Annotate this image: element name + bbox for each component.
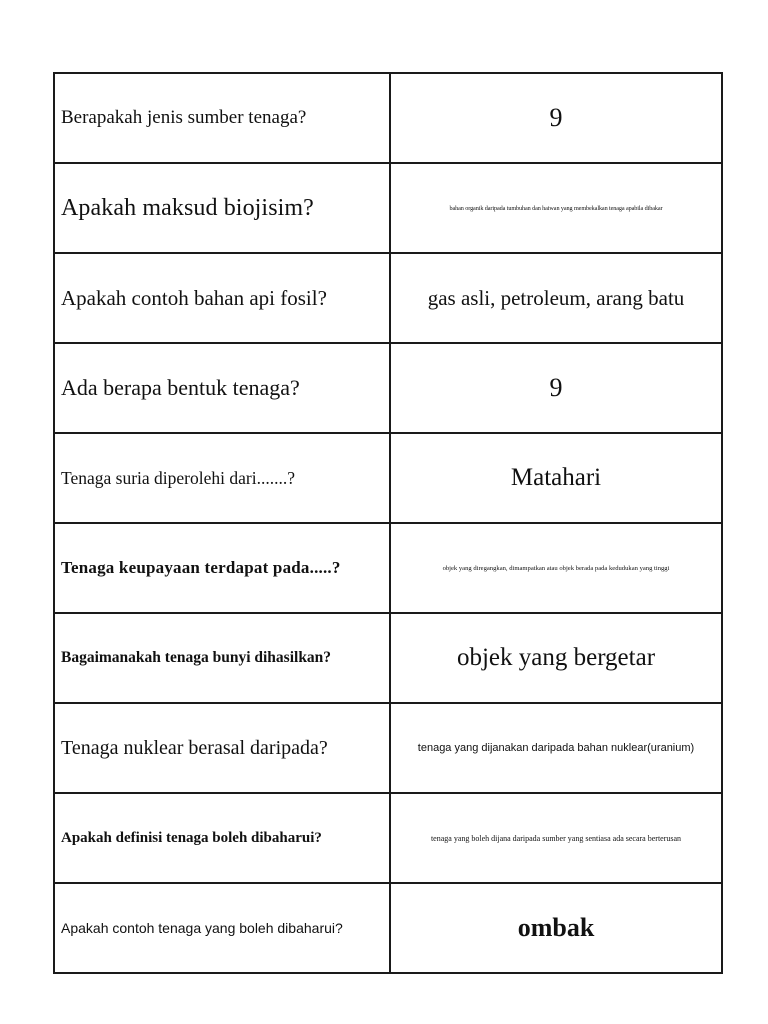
question-cell: Berapakah jenis sumber tenaga? bbox=[54, 73, 390, 163]
table-row bbox=[54, 163, 722, 253]
question-cell: Apakah contoh bahan api fosil? bbox=[54, 253, 390, 343]
answer-cell: gas asli, petroleum, arang batu bbox=[390, 253, 722, 343]
answer-cell: 9 bbox=[390, 73, 722, 163]
answer-cell: objek yang bergetar bbox=[390, 613, 722, 703]
question-cell: Apakah contoh tenaga yang boleh dibaharui? bbox=[54, 883, 390, 973]
table-row bbox=[54, 253, 722, 343]
answer-cell: bahan organik daripada tumbuhan dan haiwan yang membekalkan tenaga apabila dibakar bbox=[390, 163, 722, 253]
question-cell: Tenaga suria diperolehi dari.......? bbox=[54, 433, 390, 523]
question-cell: Apakah definisi tenaga boleh dibaharui? bbox=[54, 793, 390, 883]
question-cell: Ada berapa bentuk tenaga? bbox=[54, 343, 390, 433]
table-row bbox=[54, 433, 722, 523]
answer-cell: tenaga yang dijanakan daripada bahan nuklear(uranium) bbox=[390, 703, 722, 793]
table-row bbox=[54, 703, 722, 793]
table-row bbox=[54, 613, 722, 703]
table-row bbox=[54, 343, 722, 433]
question-answer-table bbox=[53, 72, 723, 974]
question-cell: Tenaga nuklear berasal daripada? bbox=[54, 703, 390, 793]
table-row bbox=[54, 523, 722, 613]
answer-cell: 9 bbox=[390, 343, 722, 433]
answer-cell: objek yang diregangkan, dimampatkan atau objek berada pada kedudukan yang tinggi bbox=[390, 523, 722, 613]
table-row bbox=[54, 883, 722, 973]
question-cell: Apakah maksud biojisim? bbox=[54, 163, 390, 253]
answer-cell: ombak bbox=[390, 883, 722, 973]
table-row bbox=[54, 793, 722, 883]
answer-cell: Matahari bbox=[390, 433, 722, 523]
table-row bbox=[54, 73, 722, 163]
answer-cell: tenaga yang boleh dijana daripada sumber yang sentiasa ada secara berterusan bbox=[390, 793, 722, 883]
question-cell: Bagaimanakah tenaga bunyi dihasilkan? bbox=[54, 613, 390, 703]
question-cell: Tenaga keupayaan terdapat pada.....? bbox=[54, 523, 390, 613]
